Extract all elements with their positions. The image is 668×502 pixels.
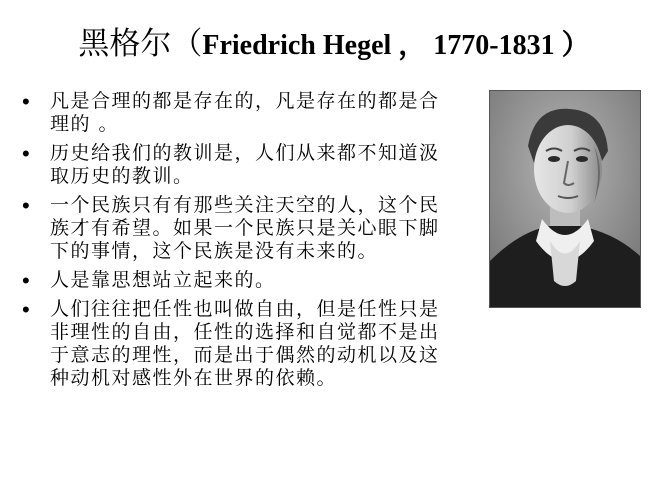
quote-item bbox=[20, 298, 440, 390]
quote-text: 历史给我们的教训是，人们从来都不知道汲取历史的教训。 bbox=[50, 142, 440, 187]
bullet-icon: • bbox=[22, 268, 32, 293]
title-english: Friedrich Hegel ， 1770-1831 ） bbox=[202, 30, 590, 61]
title-chinese: 黑格尔（ bbox=[78, 26, 203, 62]
bullet-icon: • bbox=[22, 297, 32, 322]
quote-text: 一个民族只有有那些关注天空的人，这个民族才有希望。如果一个民族只是关心眼下脚下的事情，这个民族是没有未来的。 bbox=[50, 194, 440, 262]
quote-item bbox=[20, 269, 440, 292]
hegel-portrait bbox=[489, 90, 641, 308]
bullet-icon: • bbox=[22, 193, 32, 218]
quote-item bbox=[20, 90, 440, 136]
portrait-drawing bbox=[490, 91, 640, 307]
bullet-icon: • bbox=[22, 141, 32, 166]
quote-text: 人们往往把任性也叫做自由，但是任性只是非理性的自由，任性的选择和自觉都不是出于意志的理性，而是出于偶然的动机以及这种动机对感性外在世界的依赖。 bbox=[50, 298, 440, 389]
quote-item bbox=[20, 194, 440, 263]
quote-item bbox=[20, 142, 440, 188]
quote-text: 凡是合理的都是存在的，凡是存在的都是合理的 。 bbox=[50, 90, 440, 135]
slide-title bbox=[0, 14, 668, 76]
quote-list bbox=[20, 90, 440, 396]
quote-text: 人是靠思想站立起来的。 bbox=[50, 269, 276, 291]
bullet-icon: • bbox=[22, 89, 32, 114]
